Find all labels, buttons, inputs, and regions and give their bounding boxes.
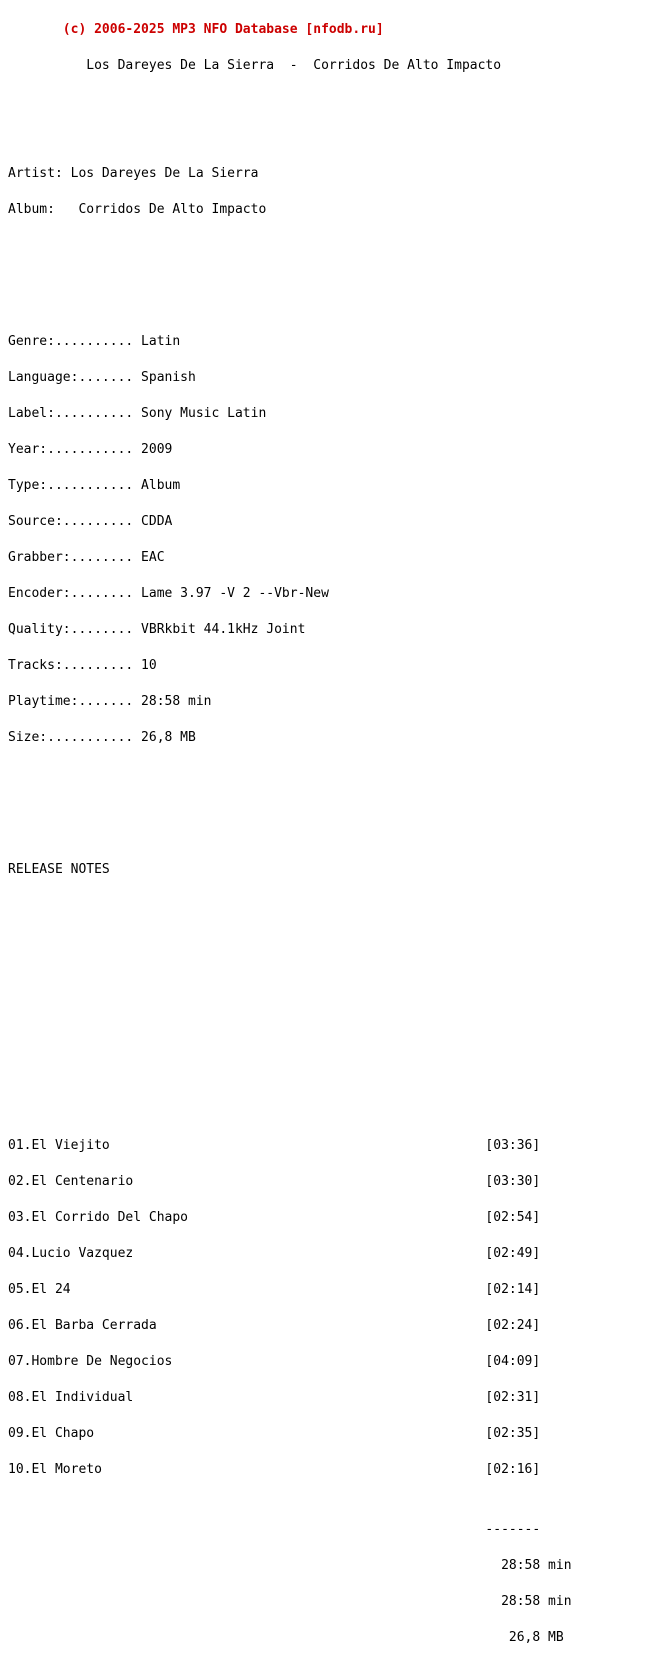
- nfo-text: [8, 0, 572, 1656]
- info-type: Type:........... Album: [8, 478, 181, 493]
- info-encoder: Encoder:........ Lame 3.97 -V 2 --Vbr-New: [8, 586, 329, 601]
- site-header: (c) 2006-2025 MP3 NFO Database [nfodb.ru]: [8, 22, 384, 37]
- info-block: [8, 312, 572, 768]
- track-row: 07.Hombre De Negocios [04:09]: [8, 1354, 541, 1369]
- tracklist: [8, 1116, 572, 1500]
- total-playtime-repeat: 28:58 min: [8, 1594, 572, 1609]
- info-playtime: Playtime:....... 28:58 min: [8, 694, 212, 709]
- track-row: 03.El Corrido Del Chapo [02:54]: [8, 1210, 541, 1225]
- release-notes-heading: RELEASE NOTES: [8, 862, 110, 877]
- total-playtime: 28:58 min: [8, 1558, 572, 1573]
- track-row: 02.El Centenario [03:30]: [8, 1174, 541, 1189]
- track-row: 10.El Moreto [02:16]: [8, 1462, 541, 1477]
- info-genre: Genre:.......... Latin: [8, 334, 181, 349]
- info-quality: Quality:........ VBRkbit 44.1kHz Joint: [8, 622, 306, 637]
- info-source: Source:......... CDDA: [8, 514, 173, 529]
- info-language: Language:....... Spanish: [8, 370, 196, 385]
- track-row: 05.El 24 [02:14]: [8, 1282, 541, 1297]
- track-row: 08.El Individual [02:31]: [8, 1390, 541, 1405]
- info-tracks: Tracks:......... 10: [8, 658, 157, 673]
- artist-line: Artist: Los Dareyes De La Sierra: [8, 166, 259, 181]
- info-size: Size:........... 26,8 MB: [8, 730, 196, 745]
- track-row: 04.Lucio Vazquez [02:49]: [8, 1246, 541, 1261]
- info-grabber: Grabber:........ EAC: [8, 550, 165, 565]
- title-line: Los Dareyes De La Sierra - Corridos De Alto Impacto: [8, 58, 502, 73]
- total-size: 26,8 MB: [8, 1630, 564, 1645]
- total-separator: -------: [8, 1522, 541, 1537]
- info-year: Year:........... 2009: [8, 442, 173, 457]
- track-row: 06.El Barba Cerrada [02:24]: [8, 1318, 541, 1333]
- info-label: Label:.......... Sony Music Latin: [8, 406, 267, 421]
- track-row: 09.El Chapo [02:35]: [8, 1426, 541, 1441]
- album-line: Album: Corridos De Alto Impacto: [8, 202, 267, 217]
- track-row: 01.El Viejito [03:36]: [8, 1138, 541, 1153]
